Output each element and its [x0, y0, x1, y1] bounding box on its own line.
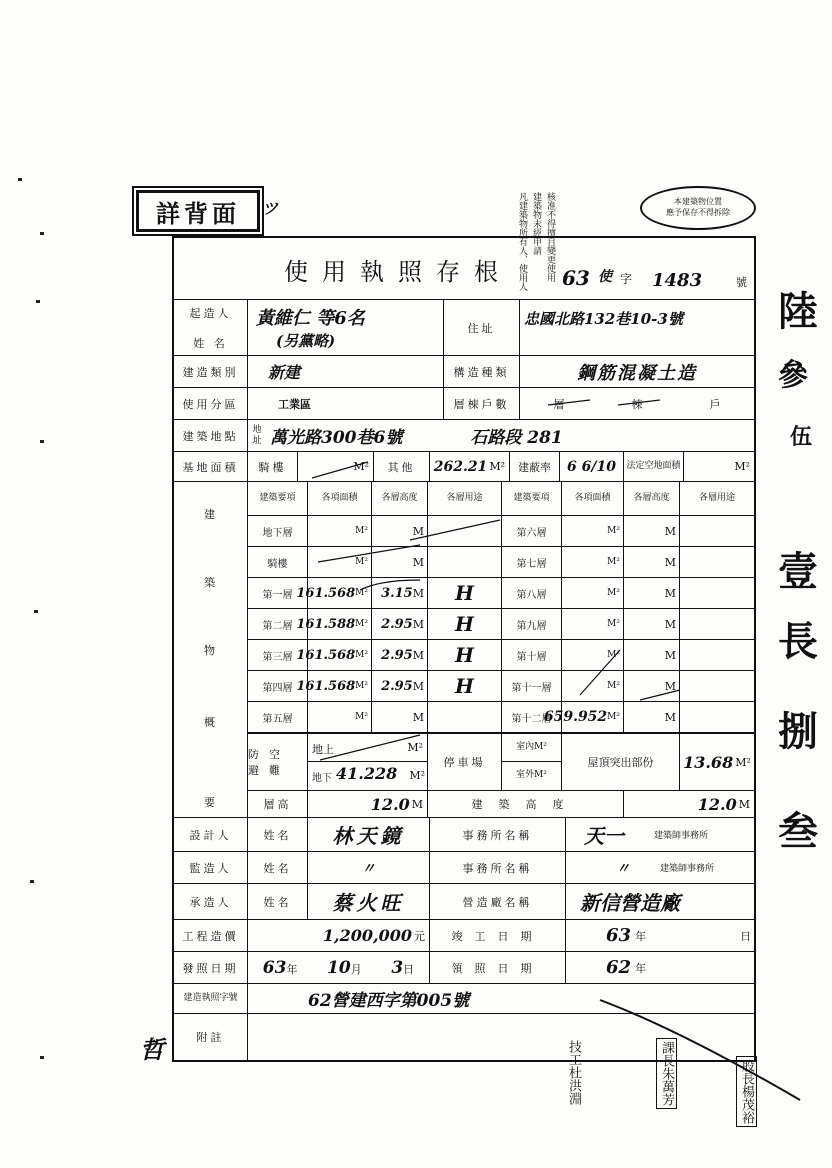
scan-dot	[36, 300, 40, 303]
use-zone-value: 工業區	[278, 397, 311, 411]
floor-row: 騎樓 M² M 第七層 M² M	[248, 547, 754, 578]
chief-stamp: 課長朱萬芳	[656, 1038, 677, 1109]
floor-area-value: 161.568	[296, 647, 356, 663]
floors-units-label: 層棟戶數	[453, 397, 510, 411]
floor-name-left: 地下層	[248, 516, 308, 546]
floor-height-value: 3.15	[381, 585, 413, 601]
supervisor-office-value: 〃	[616, 860, 630, 877]
contractor-company-value: 新信營造廠	[580, 891, 680, 915]
floor-name-right: 第十層	[502, 640, 562, 670]
household-unit-label: 戶	[709, 397, 721, 411]
parking-label: 停車場	[443, 756, 486, 769]
parking-indoor-label: 室內	[516, 742, 535, 752]
receive-year-value: 62	[606, 957, 632, 978]
structure-type-value: 鋼筋混凝土造	[577, 362, 697, 384]
preservation-oval-stamp: 本建築物位置 應予保存不得拆除	[640, 186, 756, 230]
floor-name-left: 第二層	[248, 609, 308, 639]
roof-protrusion-label: 屋頂突出部份	[587, 756, 654, 769]
coverage-value: 6 6/10	[567, 458, 616, 475]
floor-name-right: 第七層	[502, 547, 562, 577]
roof-protrusion-value: 13.68	[683, 752, 734, 772]
defense-label: 防空避難	[248, 748, 290, 777]
margin-char-3: 伍	[790, 424, 813, 450]
other-area-value: 262.21	[433, 458, 488, 475]
permit-number: 1483	[652, 270, 703, 291]
building-height-value: 12.0	[697, 794, 737, 814]
cost-value: 1,200,000	[322, 926, 412, 945]
start-year-value: 63	[606, 925, 632, 946]
issue-year-value: 63	[262, 957, 287, 978]
height-row: 層高 12.0 M 建築高度 12.0 M	[248, 791, 754, 818]
cost-label: 工程造價	[182, 929, 239, 943]
notice-stamp-3: 核准不得擅自變更使用	[545, 192, 555, 282]
issue-day-value: 3	[391, 957, 404, 978]
margin-char-6: 捌	[778, 708, 818, 755]
other-label: 其他	[387, 460, 416, 474]
issue-month-value: 10	[327, 957, 351, 978]
floor-row: 第五層 M² M 第十二層 659.952 M² M	[248, 702, 754, 733]
builder-name-value: 黃維仁 等6名	[256, 308, 365, 329]
floor-name-left: 第三層	[248, 640, 308, 670]
designer-office-value: 天一	[584, 824, 624, 848]
start-date-label: 竣工日期	[451, 929, 544, 943]
scan-dot	[30, 880, 34, 883]
designer-label: 設計人	[189, 828, 232, 842]
scan-dot	[34, 610, 38, 613]
building-type-label: 建造類別	[182, 365, 239, 379]
floor-name-left: 第一層	[248, 578, 308, 608]
site-area-label: 基地面積	[182, 460, 239, 474]
floor-table-header: 建築要項 各項面積 各層高度 各層用途 建築要項 各項面積 各層高度 各層用途	[248, 482, 754, 516]
issue-date-label: 發照日期	[182, 961, 239, 975]
margin-char-1: 陸	[778, 288, 818, 335]
floor-use-value: H	[455, 581, 474, 605]
parking-outdoor-label: 室外	[516, 770, 535, 780]
open-space-label: 法定空地面積	[626, 461, 681, 471]
floor-height-value: 2.95	[381, 647, 413, 663]
designer-row: 設計人 姓名 林天鏡 事務所名稱 天一 建築師事務所	[174, 818, 754, 852]
contractor-name-value: 蔡火旺	[332, 891, 405, 915]
floor-name-right: 第十一層	[502, 671, 562, 701]
detail-back-stamp: 詳背面	[136, 190, 260, 232]
floor-use-value: H	[455, 674, 474, 698]
builder-note-value: (另黨略)	[276, 332, 336, 350]
building-summary-side-label: 建 築 物 概 要	[174, 482, 248, 818]
structure-type-label: 構造種類	[453, 365, 510, 379]
floor-area-value: 161.588	[296, 616, 356, 632]
coverage-label: 建蔽率	[518, 460, 551, 474]
address-label: 住址	[444, 300, 520, 355]
use-zone-label: 使用分區	[182, 397, 239, 411]
floor-row: 第二層 161.588 M² 2.95 M H 第九層 M² M	[248, 609, 754, 640]
contractor-label: 承造人	[189, 895, 232, 909]
notice-stamp-1: 凡建築物所有人、使用人	[517, 192, 527, 291]
floor-name-left: 騎樓	[248, 547, 308, 577]
issue-date-row: 發照日期 63年 10月 3日 領照日期 62 年	[174, 952, 754, 984]
floor-row: 地下層 M² M 第六層 M² M	[248, 516, 754, 547]
notice-stamp-2: 建築物未經申請	[531, 192, 541, 255]
supervisor-name-value: 〃	[361, 860, 376, 877]
permit-suffix: 號	[736, 276, 747, 289]
section-stamp: 股長楊茂裕	[736, 1056, 757, 1127]
floor-use-value: H	[455, 643, 474, 667]
floor-height-value: 12.0	[370, 794, 410, 814]
arcade-m2-label: M²	[353, 460, 369, 473]
permit-year: 63	[562, 266, 590, 290]
site-location-value: 萬光路300巷6號	[270, 428, 403, 448]
above-ground-label: 地上	[312, 743, 334, 756]
margin-char-7: 叁	[778, 808, 818, 855]
permit-no-label: 建造執照字號	[183, 993, 238, 1003]
margin-char-5: 長	[778, 618, 818, 665]
total-area-value: 659.952	[543, 709, 608, 725]
form-title: 使用執照存根	[284, 258, 512, 286]
margin-char-2: 參	[778, 358, 808, 393]
designer-office-suffix: 建築師事務所	[654, 831, 709, 841]
permit-no-value: 62營建西字第005號	[308, 991, 470, 1011]
site-lot-value: 石路段 281	[470, 428, 563, 448]
receive-date-label: 領照日期	[451, 961, 544, 975]
floor-height-value: 2.95	[381, 678, 413, 694]
technician-stamp: 技工杜洪淵	[566, 1040, 581, 1105]
address-value: 忠國北路132巷10-3號	[524, 310, 683, 328]
remarks-label: 附註	[196, 1031, 225, 1044]
permit-word: 字	[620, 272, 633, 286]
floor-name-left: 第四層	[248, 671, 308, 701]
site-location-label: 建築地點	[182, 429, 239, 443]
below-ground-label: 地下	[312, 773, 332, 784]
floor-name-right: 第六層	[502, 516, 562, 546]
floor-height-label: 層高	[263, 798, 292, 811]
site-prefix-label: 地址	[252, 424, 262, 446]
floor-unit-label: 層	[553, 397, 565, 411]
supervisor-label: 監造人	[189, 861, 232, 875]
contractor-row: 承造人 姓名 蔡火旺 營造廠名稱 新信營造廠	[174, 884, 754, 920]
floor-area-value: 161.568	[296, 678, 356, 694]
cost-row: 工程造價 1,200,000 元 竣工日期 63 年 日	[174, 920, 754, 952]
scan-dot	[40, 1056, 44, 1059]
scan-dot	[40, 440, 44, 443]
floor-name-right: 第八層	[502, 578, 562, 608]
scan-dot	[40, 232, 44, 235]
floor-row: 第三層 161.568 M² 2.95 M H 第十層 M² M	[248, 640, 754, 671]
floor-row: 第四層 161.568 M² 2.95 M H 第十一層 M² M	[248, 671, 754, 702]
building-height-label: 建築高度	[471, 798, 580, 811]
floor-use-value: H	[455, 612, 474, 636]
building-unit-label: 棟	[631, 397, 643, 411]
open-space-m2-label: M²	[734, 460, 750, 473]
designer-name-value: 林天鏡	[332, 824, 405, 848]
below-ground-shelter-value: 41.228	[336, 764, 398, 783]
building-type-value: 新建	[268, 363, 301, 382]
handwritten-mark: ツ	[262, 199, 279, 218]
floor-name-left: 第五層	[248, 702, 308, 732]
supervisor-row: 監造人 姓名 〃 事務所名稱 〃 建築師事務所	[174, 852, 754, 884]
floor-area-value: 161.568	[296, 585, 356, 601]
other-m2-label: M²	[489, 460, 505, 473]
floor-height-value: 2.95	[381, 616, 413, 632]
builder-name-label: 姓 名	[193, 336, 228, 350]
permit-kind: 使	[598, 269, 612, 285]
defense-parking-row: 防空避難 地上 M² 地下 41.228 M² 停車場 室內M² 室外M² 屋頂突出部份 13.68 M²	[248, 733, 754, 791]
margin-signature: 哲	[140, 1035, 164, 1064]
scan-dot	[18, 178, 22, 181]
arcade-label: 騎樓	[258, 460, 287, 474]
floor-row: 第一層 161.568 M² 3.15 M H 第八層 M² M	[248, 578, 754, 609]
floor-name-right: 第十二層	[502, 702, 562, 732]
margin-char-4: 壹	[778, 548, 818, 595]
floor-name-right: 第九層	[502, 609, 562, 639]
builder-label: 起造人	[189, 306, 232, 320]
